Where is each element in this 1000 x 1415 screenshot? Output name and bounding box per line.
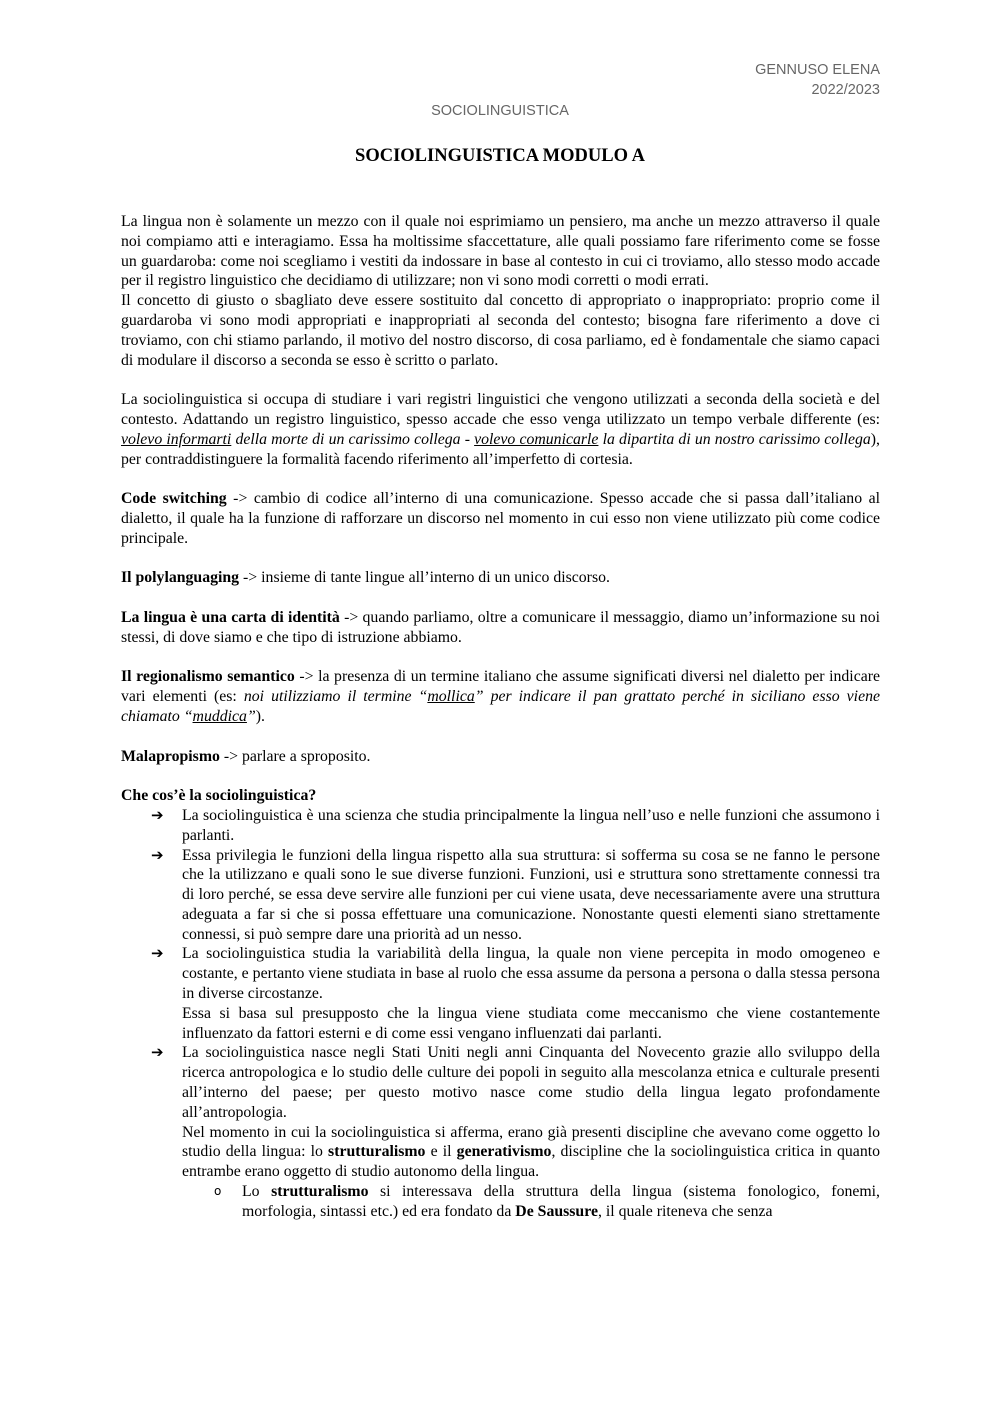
registri-paragraph: La sociolinguistica si occupa di studiare i vari registri linguistici che vengono utilizzati a seconda della società e del contesto. Adattando un registro linguistico, spesso accade che esso venga utilizzato un tempo verbale differente (es: volevo informarti della morte di un carissimo collega - volevo comunicarle la dipartita di un nostro carissimo collega), per contraddistinguere la formalità facendo riferimento all’imperfetto di cortesia. [121, 391, 880, 468]
example-text: volevo informarti della morte di un carissimo collega - volevo comunicarle la dipartita di un nostro carissimo collega [121, 430, 871, 448]
bullet-list [121, 806, 880, 1222]
definition-regionalismo: Il regionalismo semantico -> la presenza di un termine italiano che assume significati diversi nel dialetto per indicare vari elementi (es: noi utilizziamo il termine “mollica” per indicare il pan grattato perché in siciliano esso viene chiamato “muddica”). [121, 668, 880, 725]
definition-polylanguaging: Il polylanguaging -> insieme di tante lingue all’interno di un unico discorso. [121, 569, 610, 587]
arrow-right-icon: ➔ [151, 845, 164, 864]
list-item: ➔ La sociolinguistica studia la variabilità della lingua, la quale non viene percepita in modo omogeneo e costante, e pertanto viene studiata in base al ruolo che essa assume da persona a persona o dalla stessa persona in diverse circostanze. Essa si basa sul presupposto che la lingua viene studiata come meccanismo che viene costantemente influenzato da fattori esterni e di come essi vengano influenzati dai parlanti. [151, 944, 880, 1042]
academic-year: 2022/2023 [811, 82, 880, 98]
circle-icon: o [214, 1184, 222, 1199]
definition-identita: La lingua è una carta di identità -> quando parliamo, oltre a comunicare il messaggio, diamo un’informazione su noi stessi, di dove siamo e che tipo di istruzione abbiamo. [121, 608, 880, 646]
term: Code switching [121, 490, 227, 508]
author-name: GENNUSO ELENA [755, 62, 880, 78]
intro-paragraph: La lingua non è solamente un mezzo con il quale noi esprimiamo un pensiero, ma anche un mezzo attraverso il quale noi compiamo atti e interagiamo. Essa ha moltissime sfaccettature, alle quali possiamo fare riferimento come se fosse un guardaroba: come noi scegliamo i vestiti da indossare in base al contesto in cui ci troviamo, allo stesso modo accade per il registro linguistico che decidiamo di utilizzare; non vi sono modi corretti o modi errati. [121, 213, 880, 290]
list-item: ➔ La sociolinguistica è una scienza che studia principalmente la lingua nell’uso e nelle funzioni che assumono i parlanti. [151, 805, 880, 844]
definition-code-switching: Code switching -> cambio di codice all’interno di una comunicazione. Spesso accade che si passa dall’italiano al dialetto, il quale ha la funzione di rafforzare un discorso nel momento in cui esso non viene utilizzato più come codice principale. [121, 490, 880, 547]
document-body [121, 212, 880, 1222]
list-item: ➔ La sociolinguistica nasce negli Stati Uniti negli anni Cinquanta del Novecento grazie allo sviluppo della ricerca antropologica e lo studio delle culture dei popoli in seguito alla mescolanza etnica e culturale presenti all’interno del paese; per questo motivo nasce come studio della lingua legato profondamente all’antropologia. Nel momento in cui la sociolinguistica si afferma, erano già presenti discipline che avevano come oggetto lo studio della lingua: lo strutturalismo e il generativismo, discipline che la sociolinguistica critica in quanto entrambe erano oggetto di studio autonomo della lingua. o Lo strutturalismo si interessava della struttura della lingua (sistema fonologico, fonemi, morfologia, sintassi etc.) ed era fondato da De Saussure, il quale riteneva che senza [151, 1043, 881, 1220]
page-header [755, 60, 880, 100]
term: Il polylanguaging [121, 569, 240, 587]
intro-paragraph: Il concetto di giusto o sbagliato deve essere sostituito dal concetto di appropriato o inappropriato: proprio come il guardaroba vi sono modi appropriati e inappropriati al seconda del contesto; bisogna fare riferimento a dove ci troviamo, con chi stiamo parlando, il motivo del nostro discorso, di cosa parliamo, ed è fondamentale che siamo capaci di modulare il discorso a seconda se esso è scritto o parlato. [121, 292, 880, 369]
definition-malapropismo: Malapropismo -> parlare a sproposito. [121, 747, 371, 765]
term: Malapropismo [121, 747, 220, 765]
term: La lingua è una carta di identità [121, 608, 340, 626]
term: Il regionalismo semantico [121, 668, 295, 686]
arrow-right-icon: ➔ [151, 1043, 164, 1062]
list-item: ➔ Essa privilegia le funzioni della lingua rispetto alla sua struttura: si sofferma su cosa se ne fanno le persone che la utilizzano e quali sono le sue diverse funzioni. Funzioni, usi e struttura sono strettamente connessi tra di loro perché, se essa deve servire alle funzioni per cui viene usata, deve necessariamente avere una struttura adeguata a far si che si possa effettuare una comunicazione. Nonostante questi elementi siano strettamente connessi, si può sempre dare una priorità ad un nesso. [151, 845, 880, 943]
course-label: SOCIOLINGUISTICA [431, 103, 569, 119]
sub-bullet-list [182, 1182, 880, 1222]
arrow-right-icon: ➔ [151, 944, 164, 963]
sub-list-item: o Lo strutturalismo si interessava della struttura della lingua (sistema fonologico, fonemi, morfologia, sintassi etc.) ed era fondato da De Saussure, il quale riteneva che senza [214, 1183, 880, 1220]
section-heading: Che cos’è la sociolinguistica? [121, 787, 317, 805]
arrow-right-icon: ➔ [151, 805, 164, 824]
example-text: noi utilizziamo il termine “mollica” per indicare il pan grattato perché in siciliano esso viene chiamato “muddica” [121, 688, 880, 725]
document-title: SOCIOLINGUISTICA MODULO A [355, 146, 645, 166]
